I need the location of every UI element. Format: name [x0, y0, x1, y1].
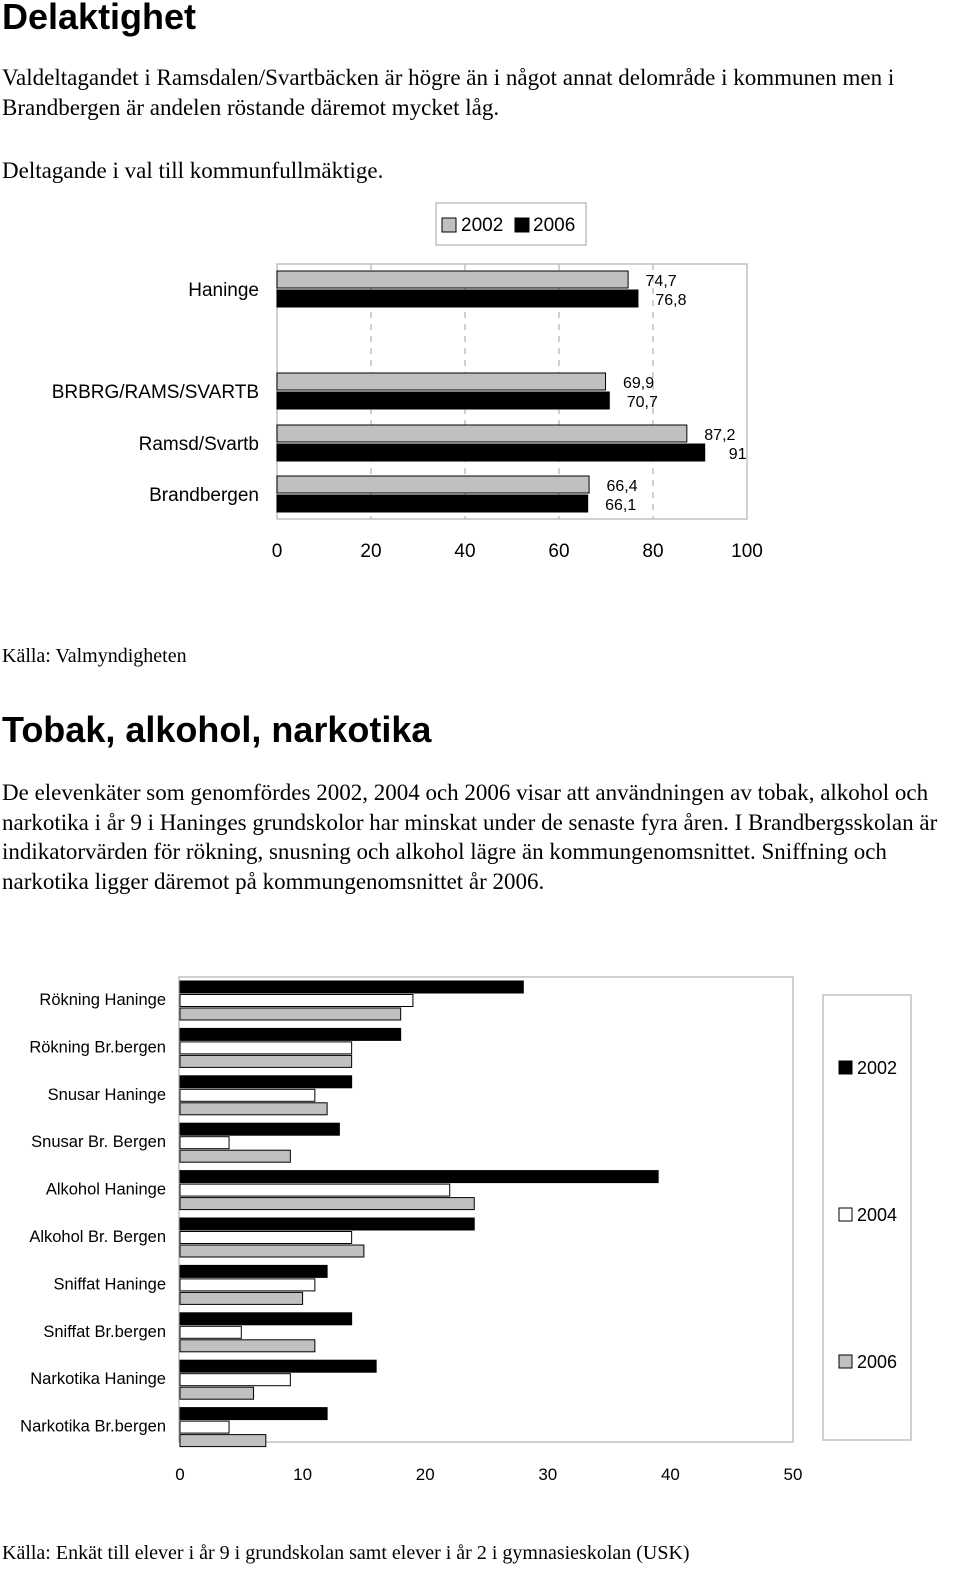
chart1-data-label: 76,8: [655, 292, 687, 309]
chart2-category-label: Snusar Br. Bergen: [31, 1133, 166, 1152]
chart2-category-label: Sniffat Br.bergen: [43, 1322, 166, 1341]
chart1-bar: [277, 392, 609, 409]
chart1-bar: [277, 271, 628, 288]
chart2-bars: [180, 981, 658, 1447]
chart1-data-label: 70,7: [626, 394, 658, 411]
legend-label-2002: 2002: [461, 215, 504, 236]
chart2-bar: [180, 1435, 266, 1447]
chart1-bars: [277, 271, 747, 514]
legend-swatch-2006: [515, 218, 529, 232]
paragraph-delaktighet: Valdeltagandet i Ramsdalen/Svartbäcken är högre än i något annat delområde i kommunen men i Brandbergen är andelen röstande däremot mycket låg.: [2, 65, 895, 120]
chart2-bar: [180, 981, 523, 993]
chart2-bar: [180, 1279, 315, 1291]
chart2-category-label: Snusar Haninge: [47, 1085, 166, 1104]
section-heading-tobak: Tobak, alkohol, narkotika: [2, 709, 432, 750]
chart2-bar: [180, 1150, 290, 1162]
chart2-bar: [180, 1232, 352, 1244]
chart2-bar: [180, 1171, 658, 1183]
chart1-data-label: 69,9: [622, 375, 655, 392]
chart2-category-label: Narkotika Br.bergen: [20, 1417, 166, 1436]
legend2-label-2006: 2006: [857, 1352, 898, 1372]
chart1-tick-labels: [272, 541, 763, 562]
chart1-tick-label: 60: [548, 541, 570, 562]
chart1-bar: [277, 476, 589, 493]
chart1-bar: [277, 290, 638, 307]
legend-swatch-2002: [442, 218, 456, 232]
chart2-bar: [180, 1123, 339, 1135]
chart2-bar: [180, 1184, 450, 1196]
chart1-category-label: Haninge: [188, 280, 259, 301]
legend-swatch-2002b: [839, 1061, 852, 1074]
chart1-bar: [277, 444, 705, 461]
chart1-bar: [277, 425, 687, 442]
chart2-category-label: Narkotika Haninge: [30, 1370, 166, 1389]
legend2-label-2002: 2002: [857, 1058, 898, 1078]
chart1-category-label: Brandbergen: [149, 485, 259, 506]
chart2-bar: [180, 1089, 315, 1101]
chart2-bar: [180, 1387, 254, 1399]
chart1-data-label: 74,7: [645, 273, 677, 290]
source-valmyndigheten: Källa: Valmyndigheten: [2, 645, 187, 667]
chart2-category-label: Rökning Haninge: [39, 991, 166, 1009]
chart2-bar: [180, 1374, 290, 1386]
chart1-data-label: 66,4: [606, 478, 638, 495]
chart2-category-label: Sniffat Haninge: [53, 1275, 166, 1294]
chart-caption: Deltagande i val till kommunfullmäktige.: [2, 158, 384, 183]
chart2-bar: [180, 1265, 327, 1277]
voting-chart: [0, 195, 960, 585]
chart2-bar: [180, 1008, 401, 1020]
chart2-bar: [180, 1028, 401, 1040]
chart2-category-labels: [20, 991, 166, 1436]
chart1-tick-label: 100: [731, 541, 763, 562]
chart2-tick-label: 20: [415, 1465, 435, 1484]
chart2-category-label: Rökning Br.bergen: [29, 1038, 166, 1057]
chart2-category-label: Alkohol Haninge: [45, 1180, 166, 1199]
chart2-bar: [180, 1421, 229, 1433]
chart2-bar: [180, 1198, 474, 1210]
chart2-bar: [180, 1408, 327, 1420]
legend-label-2006: 2006: [533, 215, 576, 236]
chart1-data-label: 66,1: [605, 497, 637, 514]
chart1-category-label: Ramsd/Svartb: [138, 434, 259, 455]
chart2-tick-label: 30: [538, 1465, 558, 1484]
chart2-bar: [180, 1292, 303, 1304]
chart1-data-label: 91: [728, 446, 747, 463]
chart2-bar: [180, 1103, 327, 1115]
chart1-category-labels: [52, 280, 259, 506]
chart2-bar: [180, 1042, 352, 1054]
chart2-bar: [180, 1360, 376, 1372]
chart1-tick-label: 80: [642, 541, 664, 562]
chart2-tick-labels: [175, 1465, 802, 1484]
legend-swatch-2006b: [839, 1355, 852, 1368]
chart2-bar: [180, 1137, 229, 1149]
chart1-tick-label: 20: [360, 541, 382, 562]
chart1-tick-label: 40: [454, 541, 476, 562]
source-usk: Källa: Enkät till elever i år 9 i grundskolan samt elever i år 2 i gymnasieskolan (USK): [2, 1542, 690, 1564]
chart2-tick-label: 50: [783, 1465, 803, 1484]
chart2-bar: [180, 1218, 474, 1230]
chart2-bar: [180, 1313, 352, 1325]
chart2-tick-label: 10: [293, 1465, 313, 1484]
paragraph-tobak: De elevenkäter som genomfördes 2002, 2004 och 2006 visar att användningen av tobak, alkohol och narkotika i år 9 i Haninges grundskolor har minskat under de senaste fyra åren. I Brandbergsskolan är indikatorvärden för rökning, snusning och alkohol lägre än kommungenomsnittet. Sniffning och narkotika ligger däremot på kommungenomsnittet år 2006.: [2, 780, 938, 894]
chart2-bar: [180, 1055, 352, 1067]
legend2-label-2004: 2004: [857, 1205, 898, 1225]
chart2-bar: [180, 1076, 352, 1088]
chart1-data-label: 87,2: [704, 427, 736, 444]
chart1-tick-label: 0: [271, 541, 283, 562]
chart1-bar: [277, 495, 588, 512]
legend-swatch-2004: [839, 1208, 852, 1221]
chart2-tick-label: 0: [175, 1465, 185, 1484]
chart2-bar: [180, 1340, 315, 1352]
chart2-category-label: Alkohol Br. Bergen: [29, 1228, 166, 1246]
page-heading-delaktighet: Delaktighet: [2, 0, 197, 37]
chart2-bar: [180, 1245, 364, 1257]
substance-chart: [0, 965, 960, 1495]
chart2-bar: [180, 995, 413, 1007]
chart1-category-label: BRBRG/RAMS/SVARTB: [51, 382, 259, 403]
chart2-tick-label: 40: [660, 1465, 680, 1484]
chart1-bar: [277, 373, 606, 390]
chart2-bar: [180, 1326, 241, 1338]
